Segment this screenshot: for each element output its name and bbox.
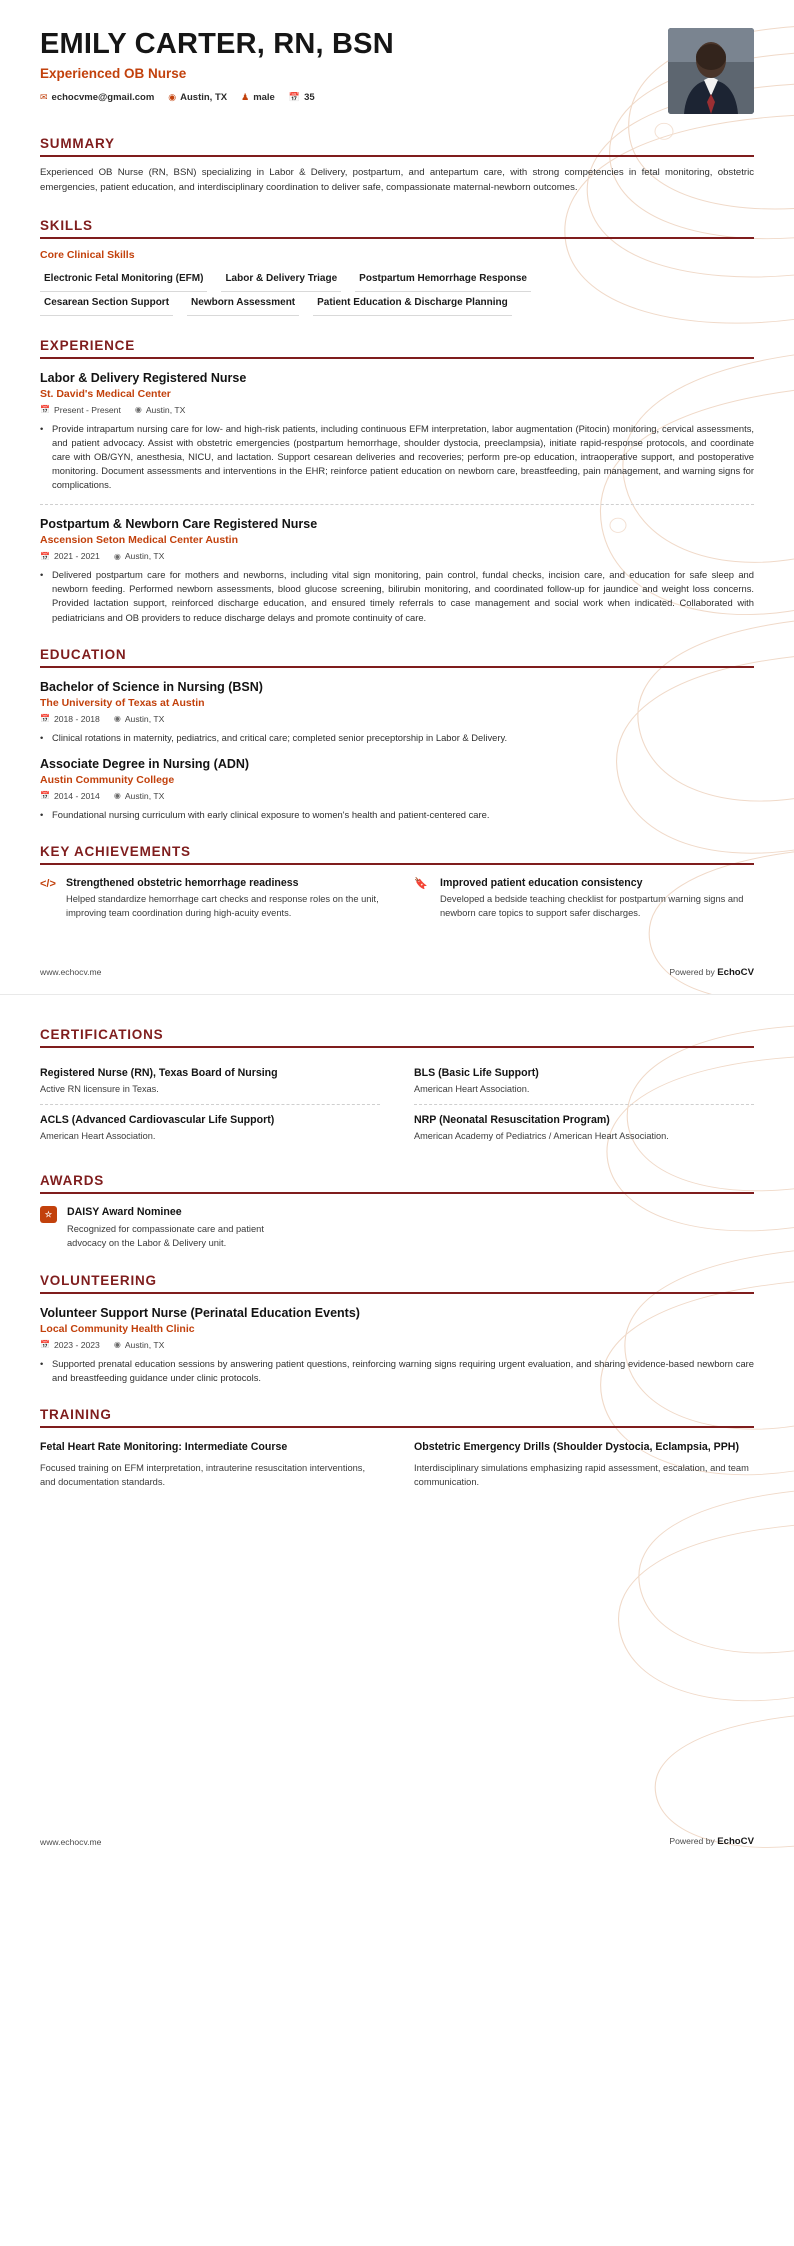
job-meta — [40, 551, 754, 561]
training-course-desc: Interdisciplinary simulations emphasizing rapid assessment, escalation, and team communication. — [414, 1463, 749, 1488]
envelope-icon: ✉ — [40, 92, 48, 103]
certification-item — [40, 1105, 380, 1151]
education-dates — [40, 791, 100, 801]
bullet-dot: • — [40, 808, 44, 820]
education-dates — [40, 714, 100, 724]
certifications-title: CERTIFICATIONS — [40, 1026, 164, 1042]
job-dates-text: 2021 - 2021 — [53, 551, 100, 562]
volunteer-role: Volunteer Support Nurse (Perinatal Education Events) — [40, 1305, 360, 1320]
location-pin-icon: ◉ — [113, 791, 121, 801]
section-divider — [40, 1292, 754, 1294]
skill-row — [40, 268, 754, 292]
experience-title: EXPERIENCE — [40, 337, 136, 353]
contact-age-text: 35 — [304, 92, 315, 104]
degree-title: Bachelor of Science in Nursing (BSN) — [40, 679, 263, 694]
calendar-icon: 📅 — [40, 791, 50, 801]
summary-text: Experienced OB Nurse (RN, BSN) specializing in Labor & Delivery, postpartum, and antepartum care, with strong competencies in fetal monitoring, obstetric emergencies, patient education, and interdisciplinary coordination to deliver safe, compassionate maternal-newborn outcomes. — [40, 167, 754, 193]
footer-website[interactable]: www.echocv.me — [40, 967, 102, 978]
achievement-body — [440, 877, 754, 921]
summary-title: SUMMARY — [40, 136, 115, 151]
contact-location — [168, 92, 227, 103]
contact-gender — [241, 92, 275, 103]
resume-page-1 — [0, 0, 794, 994]
bullet-item — [40, 1357, 754, 1385]
education-item — [40, 757, 754, 822]
skill-item: Labor & Delivery Triage — [221, 268, 341, 292]
section-summary — [40, 136, 754, 196]
education-location-text: Austin, TX — [124, 790, 165, 801]
volunteer-bullets — [40, 1357, 754, 1385]
volunteer-location — [114, 1340, 164, 1350]
section-divider — [40, 237, 754, 239]
contact-email[interactable] — [40, 92, 154, 103]
footer-website[interactable]: www.echocv.me — [40, 1836, 102, 1847]
job-location — [135, 405, 185, 415]
experience-item — [40, 371, 754, 493]
resume-header — [40, 28, 754, 114]
award-title: DAISY Award Nominee — [67, 1205, 182, 1218]
bullet-dot: • — [40, 569, 44, 581]
section-experience — [40, 338, 754, 625]
certification-name: NRP (Neonatal Resuscitation Program) — [414, 1113, 610, 1126]
job-title: Labor & Delivery Registered Nurse — [40, 370, 247, 385]
education-item — [40, 680, 754, 745]
section-skills — [40, 218, 754, 316]
skill-item: Cesarean Section Support — [40, 292, 173, 316]
certification-name: Registered Nurse (RN), Texas Board of Nursing — [40, 1066, 278, 1079]
certification-issuer: American Heart Association. — [414, 1083, 530, 1094]
section-volunteering — [40, 1273, 754, 1385]
skill-item: Postpartum Hemorrhage Response — [355, 268, 531, 292]
section-education — [40, 647, 754, 822]
code-brackets-icon: </> — [40, 877, 56, 890]
powered-label: Powered by — [669, 966, 715, 977]
page-footer — [0, 1826, 794, 1863]
certification-item — [414, 1105, 754, 1151]
job-organization: Ascension Seton Medical Center Austin — [40, 534, 238, 547]
calendar-icon: 📅 — [40, 1340, 50, 1350]
contact-row — [40, 92, 394, 103]
calendar-icon: 📅 — [40, 551, 50, 561]
bullet-text: Clinical rotations in maternity, pediatrics, and critical care; completed senior preceptorship in Labor & Delivery. — [52, 731, 508, 743]
job-location-text: Austin, TX — [145, 404, 186, 415]
bullet-item — [40, 808, 754, 822]
certification-name: ACLS (Advanced Cardiovascular Life Support) — [40, 1113, 275, 1126]
volunteer-dates — [40, 1340, 100, 1350]
section-divider — [40, 1192, 754, 1194]
skill-row — [40, 292, 754, 316]
job-bullets — [40, 422, 754, 493]
achievement-title: Strengthened obstetric hemorrhage readiness — [66, 876, 299, 889]
certification-issuer: American Academy of Pediatrics / American Heart Association. — [414, 1130, 669, 1141]
job-dates — [40, 405, 121, 415]
job-meta — [40, 405, 754, 415]
section-divider — [40, 666, 754, 668]
location-pin-icon: ◉ — [134, 405, 142, 415]
education-location — [114, 714, 164, 724]
training-title: TRAINING — [40, 1406, 112, 1422]
section-divider — [40, 1426, 754, 1428]
education-bullets — [40, 808, 754, 822]
skill-item: Newborn Assessment — [187, 292, 299, 316]
skill-item: Electronic Fetal Monitoring (EFM) — [40, 268, 207, 292]
footer-powered-by — [669, 967, 754, 978]
volunteering-item — [40, 1306, 754, 1385]
person-icon: ♟ — [241, 92, 250, 103]
award-badge-icon: ☆ — [40, 1206, 57, 1223]
job-location-text: Austin, TX — [124, 551, 165, 562]
bookmark-icon: 🔖 — [414, 877, 428, 890]
volunteer-location-text: Austin, TX — [124, 1339, 165, 1350]
location-pin-icon: ◉ — [168, 92, 177, 103]
resume-page-2 — [0, 994, 794, 1863]
bullet-text: Delivered postpartum care for mothers and newborns, including vital sign monitoring, pain control, fundal checks, incision care, and education for safe sleep and newborn feeding. Performed newborn assessments, blood glucose screening, bilirubin monitoring, and coordinated follow-up for jaundice and weight loss concerns. Provided lactation support, reinforced discharge education, and ensured timely referrals to case management and social work when indicated. Collaborated with pediatricians and OB providers to reduce discharge delays and promote continuity of care. — [52, 569, 754, 623]
certifications-grid — [40, 1058, 754, 1151]
bullet-dot: • — [40, 1357, 44, 1369]
skills-title: SKILLS — [40, 217, 93, 233]
degree-title: Associate Degree in Nursing (ADN) — [40, 756, 250, 771]
page-footer — [0, 957, 794, 994]
header-identity — [40, 28, 394, 103]
bullet-dot: • — [40, 731, 44, 743]
school-name: Austin Community College — [40, 773, 175, 786]
calendar-icon: 📅 — [288, 92, 301, 103]
section-certifications — [40, 1027, 754, 1151]
candidate-name: EMILY CARTER, RN, BSN — [40, 28, 394, 60]
education-meta — [40, 791, 754, 801]
training-course-title: Fetal Heart Rate Monitoring: Intermediate Course — [40, 1440, 288, 1453]
certification-issuer: American Heart Association. — [40, 1130, 156, 1141]
training-course-desc: Focused training on EFM interpretation, intrauterine resuscitation interventions, and documentation standards. — [40, 1463, 366, 1488]
location-pin-icon: ◉ — [113, 714, 121, 724]
achievement-title: Improved patient education consistency — [440, 876, 643, 889]
training-grid — [40, 1440, 754, 1490]
education-bullets — [40, 731, 754, 745]
skills-group-title: Core Clinical Skills — [40, 248, 135, 261]
achievement-desc: Helped standardize hemorrhage cart checks and response roles on the unit, improving team coordination during high-acuity events. — [66, 893, 379, 918]
volunteer-meta — [40, 1340, 754, 1350]
training-item — [414, 1440, 754, 1490]
contact-gender-text: male — [253, 92, 275, 104]
bullet-item — [40, 568, 754, 624]
section-divider — [40, 1046, 754, 1048]
brand-name: EchoCV — [717, 1836, 754, 1848]
job-location — [114, 551, 164, 561]
education-location-text: Austin, TX — [124, 713, 165, 724]
item-separator — [40, 504, 754, 505]
award-body — [67, 1206, 297, 1251]
candidate-role: Experienced OB Nurse — [40, 66, 187, 82]
award-item — [40, 1206, 754, 1251]
education-meta — [40, 714, 754, 724]
education-dates-text: 2018 - 2018 — [53, 713, 100, 724]
achievement-body — [66, 877, 380, 921]
achievement-desc: Developed a bedside teaching checklist for postpartum warning signs and newborn care topics to support safer discharges. — [440, 893, 744, 918]
contact-age — [289, 92, 315, 103]
section-key-achievements — [40, 844, 754, 921]
achievements-grid — [40, 877, 754, 921]
bullet-text: Foundational nursing curriculum with early clinical exposure to women's health and patient-centered care. — [52, 808, 490, 820]
contact-email-text: echocvme@gmail.com — [51, 92, 155, 104]
section-divider — [40, 863, 754, 865]
education-dates-text: 2014 - 2014 — [53, 790, 100, 801]
job-dates-text: Present - Present — [53, 404, 121, 415]
bullet-item — [40, 422, 754, 493]
calendar-icon: 📅 — [40, 405, 50, 415]
page-whitespace — [40, 1490, 754, 1790]
education-title: EDUCATION — [40, 646, 127, 662]
section-training — [40, 1407, 754, 1490]
powered-label: Powered by — [669, 1836, 715, 1847]
contact-location-text: Austin, TX — [180, 92, 228, 104]
certification-item — [40, 1058, 380, 1105]
bullet-item — [40, 731, 754, 745]
skills-list — [40, 268, 754, 316]
certification-issuer: Active RN licensure in Texas. — [40, 1083, 159, 1094]
job-organization: St. David's Medical Center — [40, 387, 171, 400]
job-dates — [40, 551, 100, 561]
bullet-text: Provide intrapartum nursing care for low- and high-risk patients, including continuous EFM interpretation, labor augmentation (Pitocin) monitoring, cervical assessments, and patient advocacy. Assist with obstetric emergencies (postpartum hemorrhage, shoulder dystocia, preeclampsia), initiate rapid-response protocols, and coordinate care with OB/GYN, anesthesia, NICU, and lactation. Support cesarean deliveries and recoveries; perform pre-op education, intraoperative support, and postoperative monitoring. Document assessments and interventions in the EHR; reinforce patient education on newborn care, breastfeeding, pain management, and warning signs for complications. — [52, 422, 754, 491]
certification-name: BLS (Basic Life Support) — [414, 1066, 539, 1079]
training-item — [40, 1440, 380, 1490]
location-pin-icon: ◉ — [113, 551, 121, 561]
bullet-dot: • — [40, 422, 44, 434]
footer-powered-by — [669, 1836, 754, 1847]
volunteer-dates-text: 2023 - 2023 — [53, 1339, 100, 1350]
award-desc: Recognized for compassionate care and patient advocacy on the Labor & Delivery unit. — [67, 1223, 264, 1248]
training-course-title: Obstetric Emergency Drills (Shoulder Dystocia, Eclampsia, PPH) — [414, 1440, 739, 1453]
brand-name: EchoCV — [717, 966, 754, 978]
achievement-item — [40, 877, 380, 921]
bullet-text: Supported prenatal education sessions by answering patient questions, reinforcing warning signs requiring urgent evaluation, and sharing evidence-based newborn care and breastfeeding guidance under clinic protocols. — [52, 1357, 754, 1383]
job-title: Postpartum & Newborn Care Registered Nurse — [40, 517, 318, 532]
location-pin-icon: ◉ — [113, 1340, 121, 1350]
awards-title: AWARDS — [40, 1172, 105, 1188]
section-divider — [40, 155, 754, 157]
education-location — [114, 791, 164, 801]
achievements-title: KEY ACHIEVEMENTS — [40, 843, 191, 859]
school-name: The University of Texas at Austin — [40, 696, 205, 709]
skill-item: Patient Education & Discharge Planning — [313, 292, 512, 316]
volunteer-organization: Local Community Health Clinic — [40, 1322, 195, 1335]
volunteering-title: VOLUNTEERING — [40, 1272, 157, 1288]
certification-item — [414, 1058, 754, 1105]
experience-item — [40, 517, 754, 624]
job-bullets — [40, 568, 754, 624]
avatar-photo — [668, 28, 754, 114]
calendar-icon: 📅 — [40, 714, 50, 724]
achievement-item — [414, 877, 754, 921]
section-divider — [40, 357, 754, 359]
section-awards — [40, 1173, 754, 1251]
avatar — [668, 28, 754, 114]
